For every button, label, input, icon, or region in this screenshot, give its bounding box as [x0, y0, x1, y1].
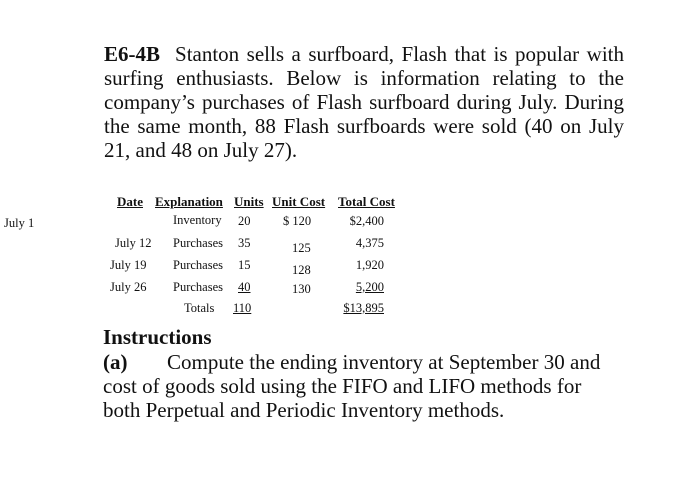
totals-total-cost: $13,895	[343, 301, 384, 315]
part-text: Compute the ending inventory at September 30 and cost of goods sold using the FIFO and LIFO methods for both Perpetual and Periodic Inventory methods.	[103, 350, 601, 422]
row3-total-cost: 1,920	[355, 258, 384, 272]
row3-units: 15	[238, 258, 251, 272]
row1-total-cost: $2,400	[349, 214, 384, 228]
row4-units: 40	[238, 280, 251, 294]
header-date: Date	[117, 194, 143, 209]
problem-statement	[104, 42, 624, 162]
part-label: (a)	[103, 350, 128, 374]
totals-units: 110	[233, 301, 252, 315]
header-explanation: Explanation	[155, 194, 223, 209]
row2-explanation: Purchases	[173, 236, 223, 250]
header-unit-cost: Unit Cost	[272, 194, 326, 209]
row4-total-cost: 5,200	[355, 280, 384, 294]
row3-unit-cost: 128	[292, 263, 311, 277]
row3-date: July 19	[110, 258, 147, 272]
row4-date: July 26	[110, 280, 147, 294]
row2-total-cost: 4,375	[355, 236, 384, 250]
row4-unit-cost: 130	[292, 282, 311, 296]
row1-explanation: Inventory	[173, 213, 222, 227]
problem-id: E6-4B	[104, 42, 161, 66]
problem-text: Stanton sells a surfboard, Flash that is popular with surfing enthusiasts. Below is information relating to the company’s purchases of Flash surfboard during July. During the same month, 88 Flash surfboards were sold (40 on July 21, and 48 on July 27).	[104, 42, 624, 162]
row1-units: 20	[238, 214, 251, 228]
row4-explanation: Purchases	[173, 280, 223, 294]
row2-unit-cost: 125	[292, 241, 311, 255]
row1-date: July 1	[4, 216, 35, 230]
instructions-heading: Instructions	[103, 325, 212, 349]
row3-explanation: Purchases	[173, 258, 223, 272]
header-total-cost: Total Cost	[338, 194, 395, 209]
row2-units: 35	[238, 236, 251, 250]
row2-date: July 12	[115, 236, 152, 250]
totals-label: Totals	[184, 301, 215, 315]
header-units: Units	[234, 194, 264, 209]
row1-unit-cost: $ 120	[283, 214, 312, 228]
instructions-part-a	[103, 350, 618, 422]
